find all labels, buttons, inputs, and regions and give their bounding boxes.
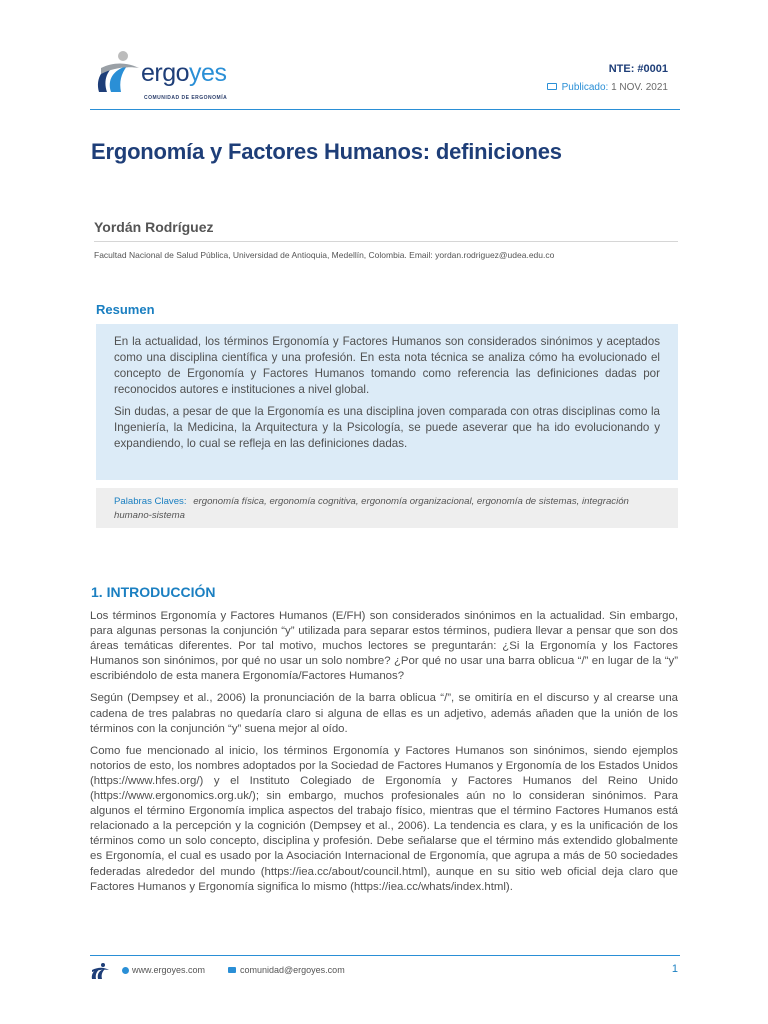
- section-heading: [91, 584, 215, 600]
- envelope-icon: [228, 967, 236, 973]
- keywords-box: [96, 488, 678, 528]
- abstract-paragraph: Sin dudas, a pesar de que la Ergonomía es una disciplina joven comparada con otras disciplinas como la Ingeniería, la Medicina, la Arquitectura y la Psicología, se puede aseverar que ha ido evolucionando y expandiendo, lo cual se refleja en las definiciones dadas.: [114, 405, 660, 450]
- body-paragraph: Como fue mencionado al inicio, los términos Ergonomía y Factores Humanos son sinónimos, siendo ejemplos notorios de esto, los nombres adoptados por la Sociedad de Factores Humanos y Ergonomía de los Estados Unidos (https://www.hfes.org/) y el Instituto Colegiado de Ergonomía y Factores Humanos del Reino Unido (https://www.ergonomics.org.uk/); sin embargo, muchos profesionales aún no lo consideran sinónimos. Para algunos el término Ergonomía implica aspectos del trabajo físico, mientras que el término Factores Humanos está relacionado a la percepción y la cognición (Dempsey et al., 2006). La tendencia es clara, y es la unificación de los términos como un solo concepto, disciplina y profesión. Debe señalarse que el término más extendido globalmente es Ergonomía, el cual es usado por la Asociación Internacional de Ergonomía, que agrupa a más de 50 sociedades federadas alrededor del mundo (https://iea.cc/about/council.html), aunque en su sitio web oficial deja claro que Factores Humanos y Ergonomía significa lo mismo (https://iea.cc/whats/index.html).: [90, 744, 678, 893]
- section-number: 1.: [91, 584, 103, 600]
- footer-divider: [90, 955, 680, 956]
- ergoyes-footer-logo-icon: [90, 962, 110, 980]
- abstract-paragraph: En la actualidad, los términos Ergonomía y Factores Humanos son considerados sinónimos y aceptados como una disciplina científica y una profesión. En esta nota técnica se analiza cómo ha evolucionado el concepto de Ergonomía y Factores Humanos tomando como referencia las definiciones dadas por reconocidos autores e instituciones a nivel global.: [114, 335, 660, 396]
- note-number: NTE: #0001: [608, 63, 668, 75]
- section-body: [90, 609, 678, 902]
- page-header: [90, 46, 680, 110]
- globe-icon: [122, 967, 129, 974]
- page-footer: [90, 962, 680, 980]
- published-line: [547, 82, 668, 94]
- page-number: 1: [671, 963, 678, 975]
- ergoyes-logo-icon: [93, 48, 141, 102]
- published-date: 1 NOV. 2021: [611, 82, 668, 93]
- calendar-icon: [547, 83, 557, 90]
- page-title: Ergonomía y Factores Humanos: definiciones: [91, 139, 562, 164]
- keywords-label: Palabras Claves:: [114, 496, 187, 507]
- ergoyes-logo: [93, 48, 253, 102]
- author-divider: [94, 241, 678, 242]
- body-paragraph: Según (Dempsey et al., 2006) la pronunciación de la barra oblicua “/”, se omitiría en el discurso y al crearse una cadena de tres palabras no quedaría claro si alguna de ellas es un adjetivo, además añaden que la unión de los términos con la conjunción “y” suena mejor al oído.: [90, 692, 678, 735]
- logo-tagline: COMUNIDAD DE ERGONOMÍA: [144, 95, 228, 101]
- abstract-heading: Resumen: [96, 302, 155, 317]
- author-name: Yordán Rodríguez: [94, 219, 214, 235]
- footer-email-text: comunidad@ergoyes.com: [240, 965, 345, 975]
- header-divider: [90, 109, 680, 110]
- footer-website-text: www.ergoyes.com: [132, 965, 206, 975]
- footer-email-link[interactable]: [228, 965, 345, 975]
- keywords-text: ergonomía física, ergonomía cognitiva, ergonomía organizacional, ergonomía de sistemas, integración humano-sistema: [114, 496, 629, 521]
- logo-wordmark: ergoyes: [141, 59, 227, 87]
- body-paragraph: Los términos Ergonomía y Factores Humanos (E/FH) son considerados sinónimos en la actualidad. Sin embargo, para algunas personas la conjunción “y” utilizada para separar estos términos, pudiera llevar a pensar que son dos áreas temáticas diferentes. Por tal motivo, muchos lectores se preguntarán: ¿Si la Ergonomía y los Factores Humanos son sinónimos, por qué no usar un solo nombre? ¿Por qué no usar una barra oblicua “/” en lugar de la “y” escribiéndolo de esta manera Ergonomía/Factores Humanos?: [90, 610, 678, 683]
- abstract-box: [96, 324, 678, 480]
- author-affiliation: Facultad Nacional de Salud Pública, Universidad de Antioquia, Medellín, Colombia. Email: yordan.rodriguez@udea.edu.co: [94, 250, 555, 260]
- published-label: Publicado:: [561, 82, 609, 93]
- footer-website-link[interactable]: [122, 965, 205, 975]
- note-meta: [547, 62, 668, 94]
- section-title: INTRODUCCIÓN: [106, 584, 216, 600]
